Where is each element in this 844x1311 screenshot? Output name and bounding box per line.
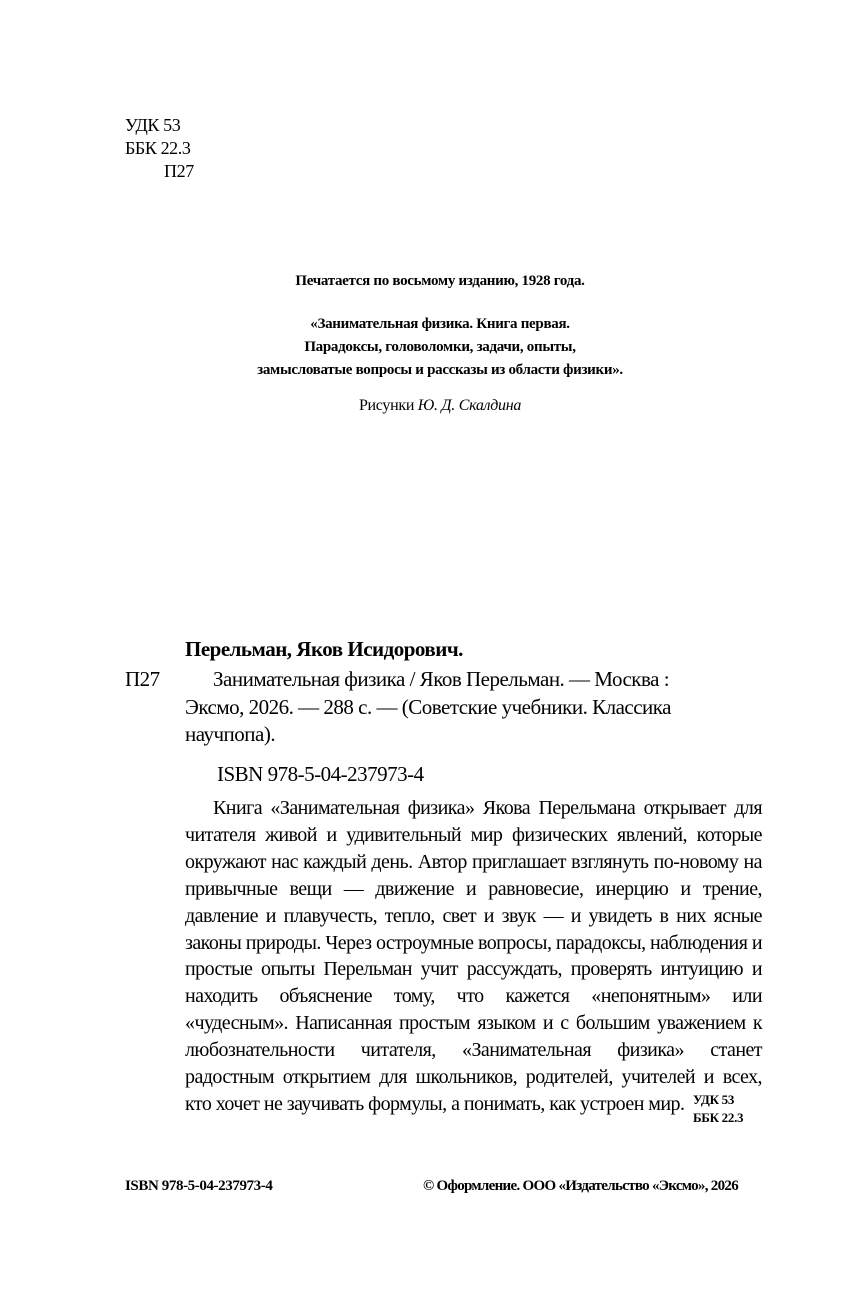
catalog-author-mark: П27 <box>125 667 160 691</box>
footer-copyright: © Оформление. ООО «Издательство «Эксмо», 2026 <box>423 1178 738 1194</box>
illustrations-credit <box>180 394 700 417</box>
author-mark: П27 <box>164 161 194 181</box>
original-title-line: «Занимательная физика. Книга первая. <box>310 316 570 332</box>
catalog-line: научпопа). <box>185 722 276 746</box>
catalog-line: Эксмо, 2026. — 288 с. — (Советские учебники. Классика <box>185 695 671 719</box>
illustrations-label: Рисунки <box>358 397 415 414</box>
catalog-line: Занимательная физика / Яков Перельман. — Москва : <box>213 667 670 691</box>
original-title-line: Парадоксы, головоломки, задачи, опыты, <box>304 339 576 355</box>
udk-code: УДК 53 <box>125 115 181 135</box>
original-title <box>180 313 700 382</box>
catalog-isbn: ISBN 978-5-04-237973-4 <box>217 762 424 786</box>
original-title-line: замысловатые вопросы и рассказы из области физики». <box>257 362 623 378</box>
bbk-code: ББК 22.3 <box>125 138 191 158</box>
edition-note: Печатается по восьмому изданию, 1928 года. <box>295 273 585 289</box>
footer-isbn: ISBN 978-5-04-237973-4 <box>125 1178 273 1194</box>
catalog-author-heading: Перельман, Яков Исидорович. <box>185 637 463 661</box>
illustrations-artist: Ю. Д. Скалдина <box>417 397 522 414</box>
footer-bbk: ББК 22.3 <box>693 1110 744 1125</box>
footer-udk: УДК 53 <box>693 1092 735 1107</box>
annotation-paragraph: Книга «Занимательная физика» Якова Перельмана открывает для читателя живой и удивительный мир физических явлений, которые окружают нас каждый день. Автор приглашает взглянуть по-новому на привычные вещи — движение и равновесие, инерцию и трение, давление и плавучесть, тепло, свет и звук — и увидеть в них ясные законы природы. Через остроумные вопросы, парадоксы, наблюдения и простые опыты Перельман учит рассуждать, проверять интуицию и находить объяснение тому, что кажется «непонятным» или «чудесным». Написанная простым языком и с большим уважением к любознательности читателя, «Занимательная физика» станет радостным открытием для школьников, родителей, учителей и всех, кто хочет не заучивать формулы, а понимать, как устроен мир. <box>185 797 762 1115</box>
